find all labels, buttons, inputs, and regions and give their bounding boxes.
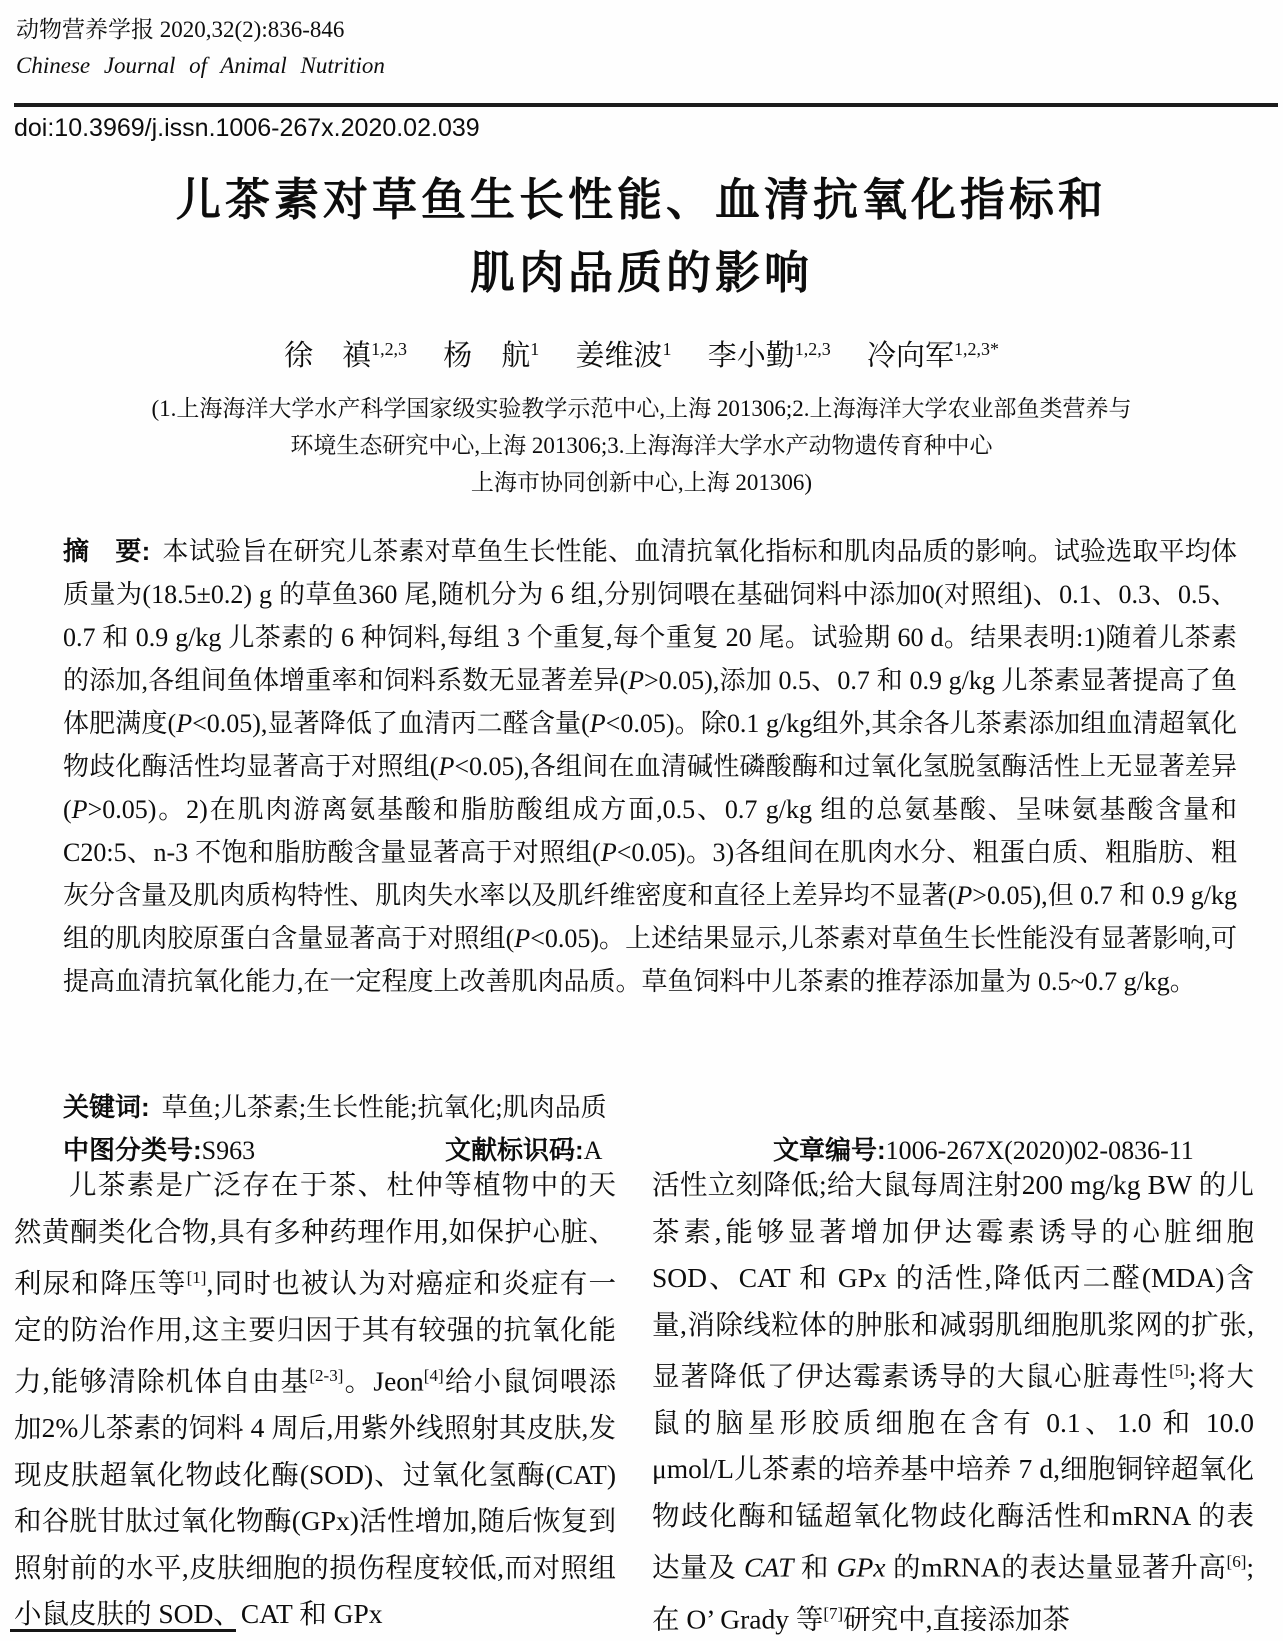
keywords-text: 草鱼;儿茶素;生长性能;抗氧化;肌肉品质: [161, 1093, 607, 1122]
abstract-text: 本试验旨在研究儿茶素对草鱼生长性能、血清抗氧化指标和肌肉品质的影响。试验选取平均体质量为(18.5±0.2) g 的草鱼360 尾,随机分为 6 组,分别饲喂在基础饲料中添加0(对照组)、0.1、0.3、0.5、0.7 和 0.9 g/kg 儿茶素的 6 种饲料,每组 3 个重复,每个重复 20 尾。试验期 60 d。结果表明:1)随着儿茶素的添加,各组间鱼体增重率和饲料系数无显著差异(P>0.05),添加 0.5、0.7 和 0.9 g/kg 儿茶素显著提高了鱼体肥满度(P<0.05),显著降低了血清丙二醛含量(P<0.05)。除0.1 g/kg组外,其余各儿茶素添加组血清超氧化物歧化酶活性均显著高于对照组(P<0.05),各组间在血清碱性磷酸酶和过氧化氢脱氢酶活性上无显著差异(P>0.05)。2)在肌肉游离氨基酸和脂肪酸组成方面,0.5、0.7 g/kg 组的总氨基酸、呈味氨基酸含量和 C20:5、n-3 不饱和脂肪酸含量显著高于对照组(P<0.05)。3)各组间在肌肉水分、粗蛋白质、粗脂肪、粗灰分含量及肌肉质构特性、肌肉失水率以及肌纤维密度和直径上差异均不显著(P>0.05),但 0.7 和 0.9 g/kg 组的肌肉胶原蛋白含量显著高于对照组(P<0.05)。上述结果显示,儿茶素对草鱼生长性能没有显著影响,可提高血清抗氧化能力,在一定程度上改善肌肉品质。草鱼饲料中儿茶素的推荐添加量为 0.5~0.7 g/kg。: [63, 537, 1238, 996]
keywords-label: 关键词:: [63, 1092, 150, 1122]
keywords-row: [63, 1086, 1237, 1129]
affiliations-block: [0, 390, 1283, 501]
article-title-line2: 肌肉品质的影响: [469, 247, 813, 298]
doi-text: doi:10.3969/j.issn.1006-267x.2020.02.039: [14, 114, 480, 142]
abstract-label: 摘 要:: [63, 536, 151, 566]
body-column-left: [14, 1162, 616, 1641]
affiliation-line: (1.上海海洋大学水产科学国家级实验教学示范中心,上海 201306;2.上海海洋大学农业部鱼类营养与: [151, 396, 1132, 421]
affiliation-line: 上海市协同创新中心,上海 201306): [470, 470, 813, 495]
journal-header: [16, 12, 385, 84]
footnote-rule: [10, 1629, 236, 1632]
doc-code-value: A: [583, 1136, 603, 1165]
article-id-label: 文章编号:: [773, 1135, 886, 1165]
clc-value: S963: [201, 1136, 256, 1165]
journal-name-cn: 动物营养学报 2020,32(2):836-846: [16, 17, 345, 42]
header-rule: [14, 103, 1278, 107]
abstract-section: [63, 530, 1237, 1003]
article-title: [0, 163, 1283, 309]
body-columns: [14, 1162, 1254, 1641]
affiliation-line: 环境生态研究中心,上海 201306;3.上海海洋大学水产动物遗传育种中心: [290, 433, 993, 458]
authors-line: 徐 禛$^{1,2,3}$ 杨 航$^1$ 姜维波$^1$ 李小勤$^{1,2,3}$ 冷向军$^{1,2,3*}$: [284, 339, 999, 372]
journal-name-en: Chinese Journal of Animal Nutrition: [16, 53, 385, 78]
intro-paragraph-right: 活性立刻降低;给大鼠每周注射200 mg/kg BW 的儿茶素,能够显著增加伊达霉素诱导的心脏细胞SOD、CAT 和 GPx 的活性,降低丙二醛(MDA)含量,消除线粒体的肿胀和减弱肌细胞肌浆网的扩张,显著降低了伊达霉素诱导的大鼠心脏毒性[5];将大鼠的脑星形胶质细胞在含有 0.1、1.0 和 10.0 μmol/L儿茶素的培养基中培养 7 d,细胞铜锌超氧化物歧化酶和锰超氧化物歧化酶活性和mRNA 的表达量及 CAT 和 GPx 的mRNA的表达量显著升高[6];在 O’ Grady 等[7]研究中,直接添加茶: [652, 1169, 1255, 1635]
intro-paragraph-left: 儿茶素是广泛存在于茶、杜仲等植物中的天然黄酮类化合物,具有多种药理作用,如保护心脏、利尿和降压等[1],同时也被认为对癌症和炎症有一定的防治作用,这主要归因于其有较强的抗氧化能力,能够清除机体自由基[2-3]。Jeon[4]给小鼠饲喂添加2%儿茶素的饲料 4 周后,用紫外线照射其皮肤,发现皮肤超氧化物歧化酶(SOD)、过氧化氢酶(CAT)和谷胱甘肽过氧化物酶(GPx)活性增加,随后恢复到照射前的水平,皮肤细胞的损伤程度较低,而对照组小鼠皮肤的 SOD、CAT 和 GPx: [14, 1169, 617, 1630]
clc-label: 中图分类号:: [63, 1135, 202, 1165]
body-column-right: [652, 1162, 1254, 1641]
article-id-value: 1006-267X(2020)02-0836-11: [885, 1136, 1194, 1165]
article-title-line1: 儿茶素对草鱼生长性能、血清抗氧化指标和: [175, 174, 1107, 225]
doc-code-label: 文献标识码:: [445, 1135, 584, 1165]
